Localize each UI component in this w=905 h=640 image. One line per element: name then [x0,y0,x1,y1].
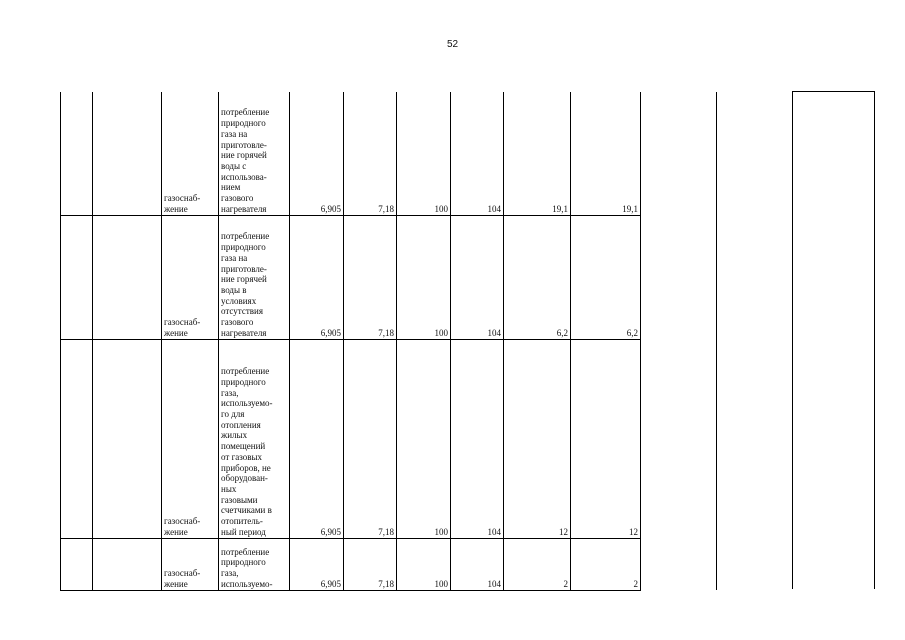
description-line: потребление [221,231,270,242]
tariff-table [60,92,641,591]
cell-blank [93,92,162,215]
cell-description [219,92,290,215]
description-line: природного [221,557,266,568]
service-line: газоснаб- [164,568,201,579]
service-line: жение [164,526,188,537]
cell-blank [93,339,162,538]
service-line: газоснаб- [164,193,201,204]
description-line: приборов, не [221,462,271,473]
description-line: газа на [221,252,248,263]
page-number: 52 [446,39,459,50]
description-line: го для [221,409,245,420]
right-empty-column [792,91,875,589]
description-line: жилых [221,430,248,441]
service-line: жение [164,203,188,214]
cell-description [219,215,290,339]
cell-v1: 6,905 [290,339,344,538]
description-line: ных [221,483,237,494]
table-row [61,215,641,339]
table-row [61,92,641,215]
description-line: помещений [221,441,266,452]
service-line: газоснаб- [164,317,201,328]
description-line: ние горячей [221,150,267,161]
description-line: приготовле- [221,263,267,274]
table-row [61,538,641,590]
description-line: газа, [221,387,239,398]
cell-service [162,215,219,339]
description-line: использова- [221,171,267,182]
cell-v2: 7,18 [344,538,397,590]
cell-index [61,215,93,339]
cell-index [61,538,93,590]
cell-v5: 2 [504,538,571,590]
description-line: потребление [221,546,270,557]
right-column-line-1 [716,92,717,590]
description-line: ние горячей [221,274,267,285]
cell-index [61,339,93,538]
cell-v3: 100 [397,538,451,590]
description-line: отопления [221,419,261,430]
cell-v4: 104 [451,339,504,538]
description-line: газа, [221,568,239,579]
description-line: отсутствия [221,306,263,317]
cell-v3: 100 [397,215,451,339]
service-line: газоснаб- [164,516,201,527]
description-line: условиях [221,295,257,306]
description-line: газовыми [221,494,258,505]
description-line: потребление [221,107,270,118]
cell-description [219,339,290,538]
description-line: нием [221,182,241,193]
cell-service [162,339,219,538]
table-row [61,339,641,538]
description-line: потребление [221,366,270,377]
description-line: счетчиками в [221,505,272,516]
cell-v2: 7,18 [344,215,397,339]
description-line: газового [221,193,254,204]
cell-v1: 6,905 [290,92,344,215]
description-line: газового [221,317,254,328]
cell-v4: 104 [451,538,504,590]
cell-v4: 104 [451,215,504,339]
description-line: используемо- [221,578,273,589]
cell-blank [93,215,162,339]
description-line: природного [221,242,266,253]
cell-v2: 7,18 [344,92,397,215]
cell-description [219,538,290,590]
cell-v5: 19,1 [504,92,571,215]
description-line: природного [221,376,266,387]
cell-v5: 6,2 [504,215,571,339]
description-line: приготовле- [221,139,267,150]
description-line: оборудован- [221,473,268,484]
description-line: воды с [221,160,247,171]
cell-v6: 2 [571,538,641,590]
cell-v1: 6,905 [290,538,344,590]
cell-v1: 6,905 [290,215,344,339]
cell-service [162,92,219,215]
cell-service [162,538,219,590]
description-line: отопитель- [221,516,263,527]
cell-v6: 19,1 [571,92,641,215]
description-line: газа на [221,128,248,139]
cell-v6: 12 [571,339,641,538]
description-line: используемо- [221,398,273,409]
cell-v2: 7,18 [344,339,397,538]
description-line: ный период [221,526,266,537]
cell-v4: 104 [451,92,504,215]
cell-v6: 6,2 [571,215,641,339]
cell-index [61,92,93,215]
description-line: от газовых [221,451,263,462]
cell-v3: 100 [397,92,451,215]
description-line: нагревателя [221,203,267,214]
service-line: жение [164,578,188,589]
cell-v3: 100 [397,339,451,538]
description-line: природного [221,118,266,129]
description-line: нагревателя [221,327,267,338]
cell-blank [93,538,162,590]
description-line: воды в [221,284,247,295]
cell-v5: 12 [504,339,571,538]
service-line: жение [164,327,188,338]
